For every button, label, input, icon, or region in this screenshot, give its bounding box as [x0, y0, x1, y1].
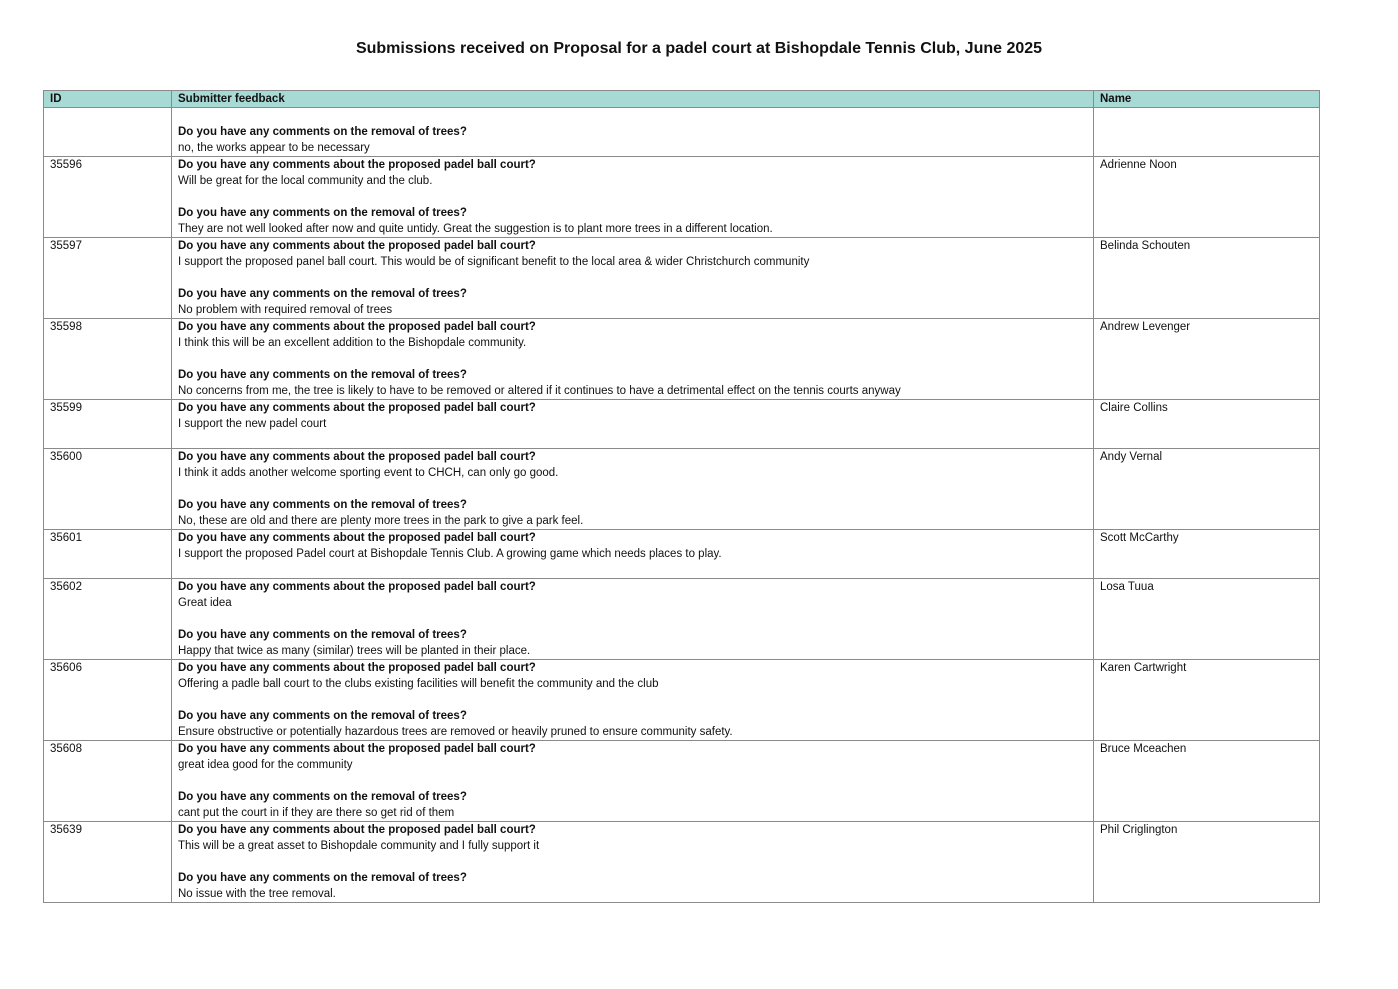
- submitter-feedback: [172, 319, 1094, 400]
- court-question: Do you have any comments about the proposed padel ball court?: [178, 402, 536, 414]
- trees-answer: They are not well looked after now and quite untidy. Great the suggestion is to plant more trees in a different location.: [178, 223, 773, 235]
- trees-answer: No concerns from me, the tree is likely to have to be removed or altered if it continues to have a detrimental effect on the tennis courts anyway: [178, 385, 901, 397]
- submission-id: 35602: [44, 579, 172, 660]
- trees-question: Do you have any comments on the removal of trees?: [178, 126, 467, 138]
- submitter-name: [1094, 108, 1320, 157]
- submitter-name: Karen Cartwright: [1094, 660, 1320, 741]
- court-question: Do you have any comments about the proposed padel ball court?: [178, 321, 536, 333]
- submitter-feedback: [172, 108, 1094, 157]
- submissions-table: [43, 90, 1320, 903]
- submission-id: 35639: [44, 822, 172, 903]
- submitter-name: Phil Criglington: [1094, 822, 1320, 903]
- table-header-row: [44, 91, 1320, 108]
- submission-id: 35601: [44, 530, 172, 579]
- table-row: [44, 157, 1320, 238]
- header-feedback: Submitter feedback: [172, 91, 1094, 108]
- court-question: Do you have any comments about the proposed padel ball court?: [178, 451, 536, 463]
- trees-question: Do you have any comments on the removal of trees?: [178, 369, 467, 381]
- table-row: [44, 660, 1320, 741]
- table-row: [44, 822, 1320, 903]
- court-question: Do you have any comments about the proposed padel ball court?: [178, 743, 536, 755]
- submitter-feedback: [172, 741, 1094, 822]
- submitter-name: Andrew Levenger: [1094, 319, 1320, 400]
- trees-question: Do you have any comments on the removal of trees?: [178, 499, 467, 511]
- submission-id: [44, 108, 172, 157]
- submitter-feedback: [172, 400, 1094, 449]
- submitter-feedback: [172, 530, 1094, 579]
- table-row: [44, 449, 1320, 530]
- submitter-feedback: [172, 238, 1094, 319]
- submitter-feedback: [172, 449, 1094, 530]
- submitter-name: Belinda Schouten: [1094, 238, 1320, 319]
- submitter-feedback: [172, 157, 1094, 238]
- table-row: [44, 400, 1320, 449]
- table-row: [44, 319, 1320, 400]
- court-question: Do you have any comments about the proposed padel ball court?: [178, 662, 536, 674]
- court-answer: I think this will be an excellent addition to the Bishopdale community.: [178, 337, 527, 349]
- court-answer: I support the new padel court: [178, 418, 327, 430]
- submission-id: 35599: [44, 400, 172, 449]
- court-answer: Offering a padle ball court to the clubs existing facilities will benefit the community and the club: [178, 678, 659, 690]
- trees-question: Do you have any comments on the removal of trees?: [178, 791, 467, 803]
- trees-question: Do you have any comments on the removal of trees?: [178, 629, 467, 641]
- court-question: Do you have any comments about the proposed padel ball court?: [178, 581, 536, 593]
- submitter-name: Adrienne Noon: [1094, 157, 1320, 238]
- trees-answer: no, the works appear to be necessary: [178, 142, 370, 154]
- submitter-feedback: [172, 579, 1094, 660]
- submission-id: 35606: [44, 660, 172, 741]
- trees-question: Do you have any comments on the removal of trees?: [178, 207, 467, 219]
- court-answer: I support the proposed Padel court at Bishopdale Tennis Club. A growing game which needs places to play.: [178, 548, 722, 560]
- submitter-feedback: [172, 660, 1094, 741]
- trees-question: Do you have any comments on the removal of trees?: [178, 710, 467, 722]
- court-answer: great idea good for the community: [178, 759, 353, 771]
- page-title: Submissions received on Proposal for a padel court at Bishopdale Tennis Club, June 2025: [355, 40, 1043, 57]
- trees-answer: No issue with the tree removal.: [178, 888, 336, 900]
- submission-id: 35596: [44, 157, 172, 238]
- trees-answer: cant put the court in if they are there so get rid of them: [178, 807, 455, 819]
- court-question: Do you have any comments about the proposed padel ball court?: [178, 240, 536, 252]
- trees-answer: No, these are old and there are plenty more trees in the park to give a park feel.: [178, 515, 584, 527]
- trees-question: Do you have any comments on the removal of trees?: [178, 872, 467, 884]
- submitter-feedback: [172, 822, 1094, 903]
- table-row: [44, 108, 1320, 157]
- submission-id: 35608: [44, 741, 172, 822]
- header-name: Name: [1094, 91, 1320, 108]
- court-question: Do you have any comments about the proposed padel ball court?: [178, 159, 536, 171]
- trees-answer: Ensure obstructive or potentially hazardous trees are removed or heavily pruned to ensure community safety.: [178, 726, 733, 738]
- court-answer: Great idea: [178, 597, 232, 609]
- trees-answer: Happy that twice as many (similar) trees will be planted in their place.: [178, 645, 531, 657]
- header-id: ID: [44, 91, 172, 108]
- submitter-name: Scott McCarthy: [1094, 530, 1320, 579]
- court-question: Do you have any comments about the proposed padel ball court?: [178, 532, 536, 544]
- submitter-name: Claire Collins: [1094, 400, 1320, 449]
- table-row: [44, 238, 1320, 319]
- submission-id: 35600: [44, 449, 172, 530]
- submitter-name: Losa Tuua: [1094, 579, 1320, 660]
- court-answer: This will be a great asset to Bishopdale community and I fully support it: [178, 840, 540, 852]
- trees-answer: No problem with required removal of trees: [178, 304, 393, 316]
- court-question: Do you have any comments about the proposed padel ball court?: [178, 824, 536, 836]
- trees-question: Do you have any comments on the removal of trees?: [178, 288, 467, 300]
- court-answer: I think it adds another welcome sporting event to CHCH, can only go good.: [178, 467, 559, 479]
- table-row: [44, 741, 1320, 822]
- submission-id: 35598: [44, 319, 172, 400]
- court-answer: Will be great for the local community and the club.: [178, 175, 433, 187]
- table-row: [44, 579, 1320, 660]
- table-row: [44, 530, 1320, 579]
- submission-id: 35597: [44, 238, 172, 319]
- submitter-name: Andy Vernal: [1094, 449, 1320, 530]
- submitter-name: Bruce Mceachen: [1094, 741, 1320, 822]
- court-answer: I support the proposed panel ball court. This would be of significant benefit to the local area & wider Christchurch community: [178, 256, 810, 268]
